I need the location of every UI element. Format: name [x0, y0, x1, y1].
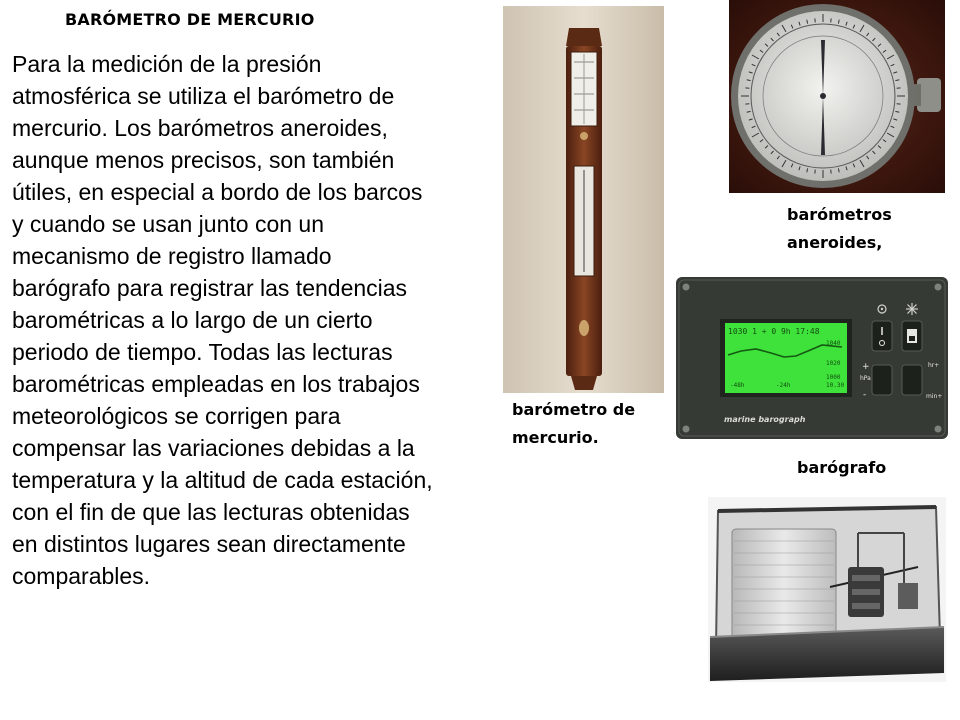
lcd-top-readout: 1030 1 + 0 9h 17:48 [728, 327, 820, 336]
mercury-barometer-image [503, 6, 664, 393]
body-line: útiles, en especial a bordo de los barcos [12, 179, 423, 205]
body-line: temperatura y la altitud de cada estación, [12, 467, 433, 493]
body-line: mercurio. Los barómetros aneroides, [12, 115, 388, 141]
body-line: barógrafo para registrar las tendencias [12, 275, 408, 301]
plus-label: + [862, 362, 870, 372]
lcd-scale-mid: 1020 [826, 360, 841, 367]
marine-barograph-image [676, 277, 948, 439]
brand-label: marine barograph [724, 415, 806, 424]
lcd-left-label: -48h [730, 382, 745, 389]
aneroid-barometer-image [729, 0, 945, 193]
body-line: barométricas empleadas en los trabajos [12, 371, 420, 397]
body-line: meteorológicos se corrigen para [12, 403, 341, 429]
body-line: Para la medición de la presión [12, 51, 322, 77]
slide-title: BARÓMETRO DE MERCURIO [65, 10, 315, 29]
body-line: con el fin de que las lecturas obtenidas [12, 499, 410, 525]
aneroid-caption-line: aneroides, [787, 233, 883, 252]
backlight-icon [906, 303, 918, 315]
hour-label: hr+ [928, 362, 940, 369]
aneroid-caption [787, 201, 892, 257]
body-line: barométricas a lo largo de un cierto [12, 307, 373, 333]
body-line: comparables. [12, 563, 151, 589]
mercury-caption-line: mercurio. [512, 428, 599, 447]
minute-label: min+ [926, 393, 943, 400]
body-line: compensar las variaciones debidas a la [12, 435, 415, 461]
minus-label: - [863, 390, 867, 400]
mercury-caption-line: barómetro de [512, 400, 636, 419]
body-line: en distintos lugares sean directamente [12, 531, 406, 557]
lcd-scale-low: 1000 [826, 374, 841, 381]
body-line: aunque menos precisos, son también [12, 147, 395, 173]
body-line: mecanismo de registro llamado [12, 243, 332, 269]
body-line: atmosférica se utiliza el barómetro de [12, 83, 395, 109]
body-line: y cuando se usan junto con un [12, 211, 325, 237]
hpa-label: hPa [860, 375, 871, 382]
lcd-right-value: 10.30 [826, 382, 845, 389]
barograph-caption: barógrafo [797, 458, 887, 477]
lcd-scale-high: 1040 [826, 340, 841, 347]
body-line: periodo de tiempo. Todas las lecturas [12, 339, 393, 365]
mechanical-barograph-image [708, 497, 946, 682]
body-paragraph [12, 48, 512, 592]
mercury-caption [512, 396, 635, 452]
lcd-mid-label: -24h [776, 382, 791, 389]
aneroid-caption-line: barómetros [787, 205, 892, 224]
